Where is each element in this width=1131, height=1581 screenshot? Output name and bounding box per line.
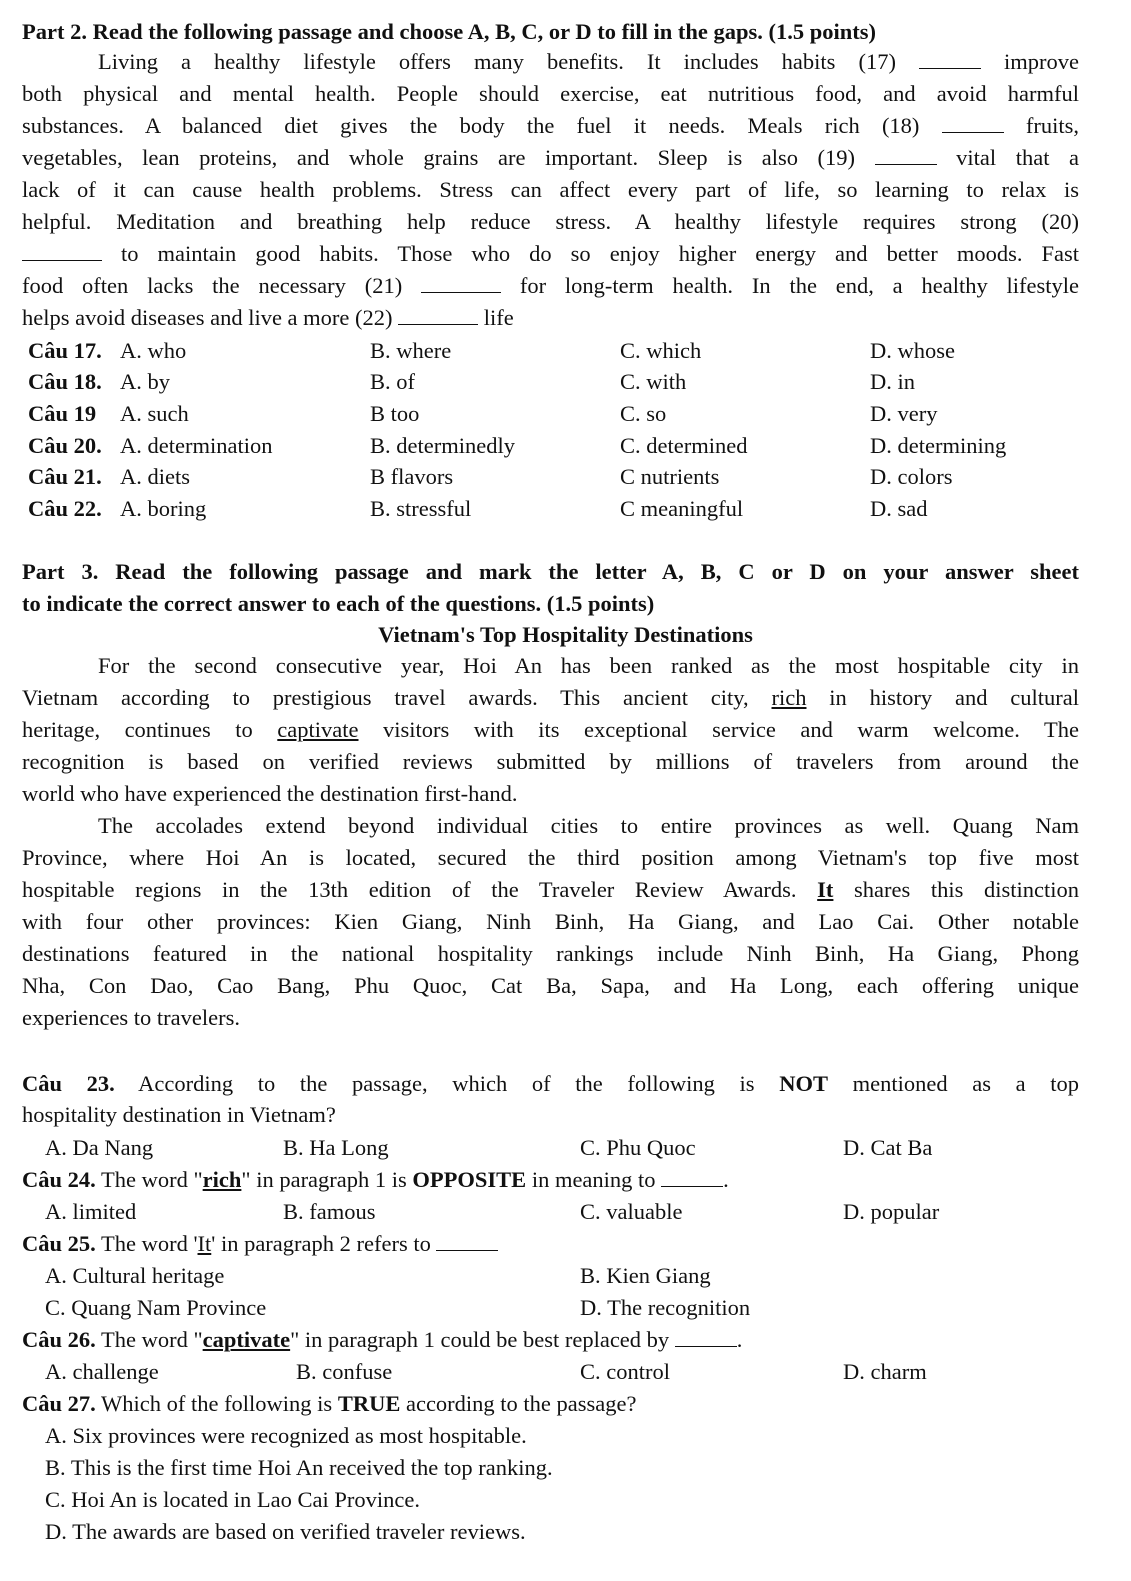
option-c[interactable]: C. with bbox=[620, 369, 687, 394]
option-c[interactable]: C. control bbox=[580, 1359, 670, 1384]
passage-line: Province, where Hoi An is located, secured the third position among Vietnam's top five most bbox=[22, 845, 1079, 870]
passage-line: experiences to travelers. bbox=[22, 1005, 241, 1030]
option-a[interactable]: A. boring bbox=[120, 496, 207, 521]
question-label: Câu 22. bbox=[28, 496, 102, 521]
gap-17 bbox=[919, 50, 981, 69]
option-b[interactable]: B. famous bbox=[283, 1199, 376, 1224]
gap-21 bbox=[421, 274, 501, 293]
question-25: Câu 25. The word 'It' in paragraph 2 refers to bbox=[22, 1229, 1079, 1259]
option-d[interactable]: D. sad bbox=[870, 496, 928, 521]
passage-line: substances. A balanced diet gives the body the fuel it needs. Meals rich (18) fruits, bbox=[22, 113, 1079, 138]
option-a[interactable]: A. Six provinces were recognized as most hospitable. bbox=[45, 1423, 527, 1448]
passage-line: with four other provinces: Kien Giang, Ninh Binh, Ha Giang, and Lao Cai. Other notable bbox=[22, 909, 1079, 934]
question-label: Câu 18. bbox=[28, 369, 102, 394]
option-d[interactable]: D. The recognition bbox=[580, 1295, 751, 1320]
passage-line: The accolades extend beyond individual cities to entire provinces as well. Quang Nam bbox=[98, 813, 1079, 838]
answer-blank bbox=[661, 1168, 723, 1187]
option-b[interactable]: B. of bbox=[370, 369, 415, 394]
answer-blank bbox=[675, 1328, 737, 1347]
passage-line: heritage, continues to captivate visitors with its exceptional service and warm welcome. The bbox=[22, 717, 1079, 742]
passage-line: recognition is based on verified reviews submitted by millions of travelers from around the bbox=[22, 749, 1079, 774]
option-c[interactable]: C. determined bbox=[620, 433, 748, 458]
option-a[interactable]: A. who bbox=[120, 338, 187, 363]
passage-line: food often lacks the necessary (21) for long-term health. In the end, a healthy lifestyle bbox=[22, 273, 1079, 298]
option-b[interactable]: B too bbox=[370, 401, 420, 426]
passage-line: world who have experienced the destination first-hand. bbox=[22, 781, 518, 806]
passage-line: Living a healthy lifestyle offers many benefits. It includes habits (17) improve bbox=[98, 49, 1080, 74]
passage-line: lack of it can cause health problems. Stress can affect every part of life, so learning to relax is bbox=[22, 177, 1079, 202]
option-d[interactable]: D. colors bbox=[870, 464, 953, 489]
option-b[interactable]: B. determinedly bbox=[370, 433, 515, 458]
option-d[interactable]: D. popular bbox=[843, 1199, 940, 1224]
option-b[interactable]: B. This is the first time Hoi An received the top ranking. bbox=[45, 1455, 553, 1480]
option-d[interactable]: D. very bbox=[870, 401, 938, 426]
option-a[interactable]: A. by bbox=[120, 369, 170, 394]
option-c[interactable]: C. which bbox=[620, 338, 702, 363]
question-23-line2: hospitality destination in Vietnam? bbox=[22, 1102, 336, 1127]
option-a[interactable]: A. determination bbox=[120, 433, 273, 458]
passage-title: Vietnam's Top Hospitality Destinations bbox=[378, 622, 753, 647]
question-label: Câu 19 bbox=[28, 401, 97, 426]
option-b[interactable]: B flavors bbox=[370, 464, 454, 489]
option-d[interactable]: D. The awards are based on verified traveler reviews. bbox=[45, 1519, 526, 1544]
option-c[interactable]: C. so bbox=[620, 401, 667, 426]
gap-20 bbox=[22, 242, 102, 261]
passage-line: hospitable regions in the 13th edition of the Traveler Review Awards. It shares this distinction bbox=[22, 877, 1079, 902]
option-b[interactable]: B. confuse bbox=[296, 1359, 393, 1384]
option-b[interactable]: B. Ha Long bbox=[283, 1135, 389, 1160]
question-23: Câu 23. According to the passage, which of the following is NOT mentioned as a top bbox=[22, 1071, 1080, 1096]
passage-line: vegetables, lean proteins, and whole grains are important. Sleep is also (19) vital that a bbox=[22, 145, 1079, 170]
passage-line: helpful. Meditation and breathing help reduce stress. A healthy lifestyle requires strong (20) bbox=[22, 209, 1079, 234]
option-a[interactable]: A. Cultural heritage bbox=[45, 1263, 225, 1288]
option-d[interactable]: D. in bbox=[870, 369, 915, 394]
passage-line: both physical and mental health. People should exercise, eat nutritious food, and avoid harmful bbox=[22, 81, 1079, 106]
option-c[interactable]: C. Hoi An is located in Lao Cai Province. bbox=[45, 1487, 420, 1512]
gap-18 bbox=[942, 114, 1004, 133]
answer-blank bbox=[436, 1232, 498, 1251]
question-label: Câu 20. bbox=[28, 433, 102, 458]
passage-line: Vietnam according to prestigious travel awards. This ancient city, rich in history and cultural bbox=[22, 685, 1079, 710]
option-a[interactable]: A. Da Nang bbox=[45, 1135, 154, 1160]
option-a[interactable]: A. such bbox=[120, 401, 189, 426]
question-label: Câu 21. bbox=[28, 464, 102, 489]
question-label: Câu 17. bbox=[28, 338, 102, 363]
part3-heading: to indicate the correct answer to each of the questions. (1.5 points) bbox=[22, 591, 655, 616]
passage-line: to maintain good habits. Those who do so enjoy higher energy and better moods. Fast bbox=[22, 239, 1079, 269]
question-26: Câu 26. The word "captivate" in paragraph 1 could be best replaced by . bbox=[22, 1327, 743, 1352]
option-c[interactable]: C. Quang Nam Province bbox=[45, 1295, 267, 1320]
option-b[interactable]: B. stressful bbox=[370, 496, 472, 521]
option-c[interactable]: C. valuable bbox=[580, 1199, 683, 1224]
option-a[interactable]: A. diets bbox=[120, 464, 190, 489]
part2-heading: Part 2. Read the following passage and choose A, B, C, or D to fill in the gaps. (1.5 points) bbox=[22, 19, 877, 44]
option-a[interactable]: A. challenge bbox=[45, 1359, 159, 1384]
gap-19 bbox=[875, 146, 937, 165]
question-24: Câu 24. The word "rich" in paragraph 1 is OPPOSITE in meaning to . bbox=[22, 1167, 729, 1192]
option-a[interactable]: A. limited bbox=[45, 1199, 137, 1224]
option-d[interactable]: D. determining bbox=[870, 433, 1007, 458]
question-27: Câu 27. Which of the following is TRUE according to the passage? bbox=[22, 1391, 637, 1416]
option-d[interactable]: D. Cat Ba bbox=[843, 1135, 933, 1160]
option-c[interactable]: C nutrients bbox=[620, 464, 720, 489]
passage-line: helps avoid diseases and live a more (22) life bbox=[22, 305, 514, 330]
option-b[interactable]: B. Kien Giang bbox=[580, 1263, 711, 1288]
gap-22 bbox=[398, 306, 478, 325]
option-c[interactable]: C meaningful bbox=[620, 496, 744, 521]
part3-heading: Part 3. Read the following passage and mark the letter A, B, C or D on your answer sheet bbox=[22, 559, 1079, 584]
passage-line: destinations featured in the national hospitality rankings include Ninh Binh, Ha Giang, Phong bbox=[22, 941, 1079, 966]
passage-line: For the second consecutive year, Hoi An has been ranked as the most hospitable city in bbox=[98, 653, 1079, 678]
option-d[interactable]: D. charm bbox=[843, 1359, 927, 1384]
option-b[interactable]: B. where bbox=[370, 338, 452, 363]
option-d[interactable]: D. whose bbox=[870, 338, 955, 363]
passage-line: Nha, Con Dao, Cao Bang, Phu Quoc, Cat Ba, Sapa, and Ha Long, each offering unique bbox=[22, 973, 1079, 998]
option-c[interactable]: C. Phu Quoc bbox=[580, 1135, 696, 1160]
